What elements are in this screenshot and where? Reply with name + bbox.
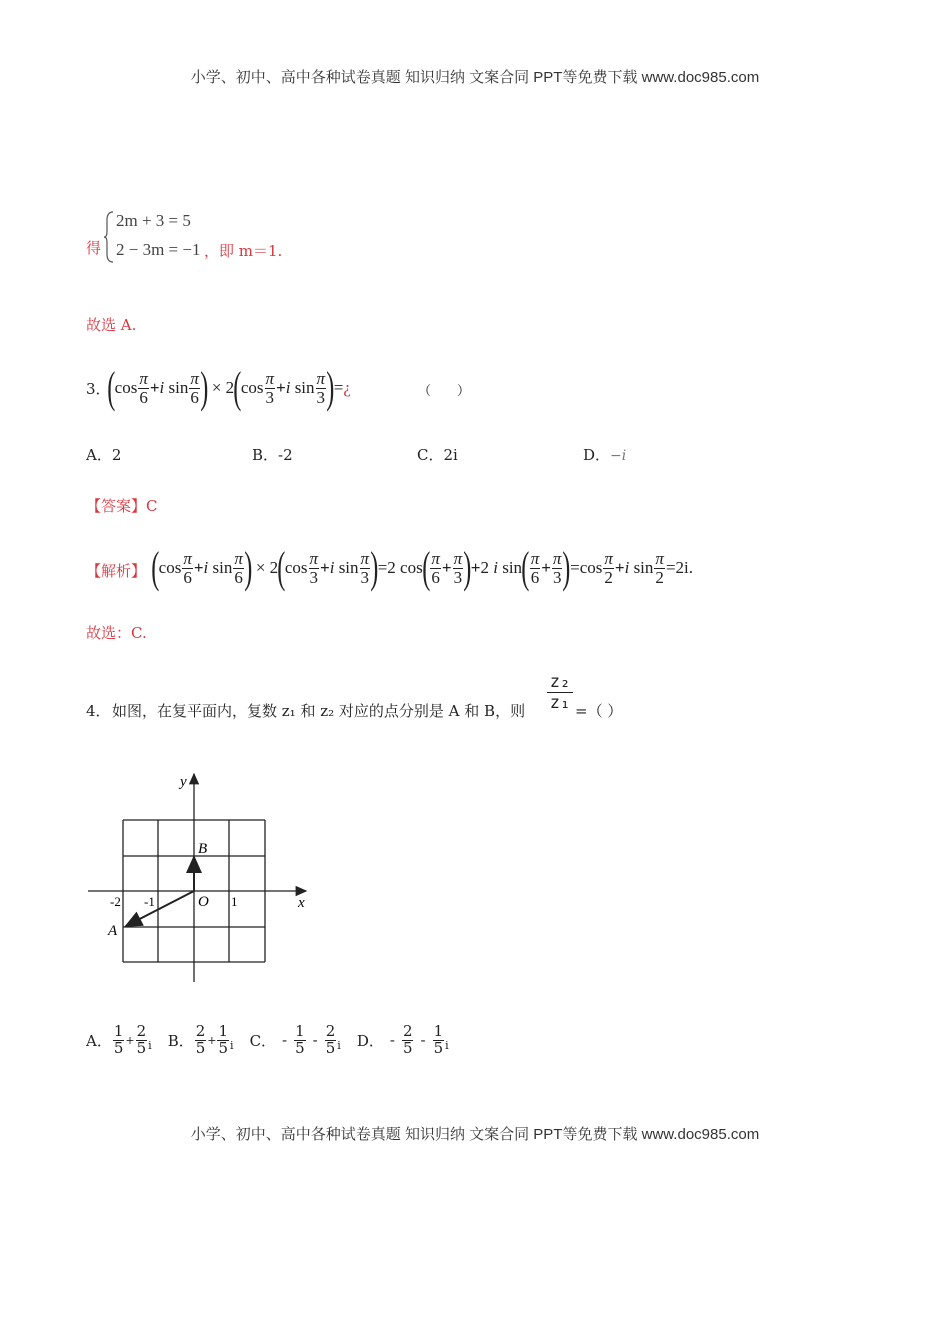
q3-option-d: D．−i	[583, 446, 627, 464]
q4-tail: =（ ）	[575, 702, 623, 720]
q4-stem: 如图，在复平面内，复数 z₁ 和 z₂ 对应的点分别是 A 和 B，则	[112, 702, 526, 720]
q4-fraction: z₂ z₁	[547, 672, 573, 714]
complex-plane-figure	[80, 764, 320, 990]
q3-choose: 故选：C.	[86, 624, 147, 642]
q3-number: 3．	[86, 380, 111, 398]
point-a-label: A	[108, 923, 118, 939]
system-eq2: 2 − 3m = −1	[116, 240, 201, 259]
tick-neg2: -2	[110, 894, 121, 909]
x-label: x	[298, 895, 305, 911]
vector-a	[126, 891, 194, 926]
page-footer: 小学、初中、高中各种试卷真题 知识归纳 文案合同 PPT等免费下载 www.doc985.com	[190, 1126, 760, 1143]
system-eq1: 2m + 3 = 5	[116, 211, 191, 230]
q4-number: 4．	[86, 702, 111, 720]
q3-option-c: C．2i	[417, 446, 458, 464]
page-header: 小学、初中、高中各种试卷真题 知识归纳 文案合同 PPT等免费下载 www.doc985.com	[190, 69, 760, 86]
prev-choose: 故选 A.	[86, 316, 137, 334]
origin-label: O	[198, 894, 209, 910]
q3-option-b: B．-2	[252, 446, 293, 464]
q4-option-a: A． $\frac{1}{5}$ + $\frac{2}{5}$ i	[86, 1022, 152, 1057]
q4-option-c: C． - $\frac{1}{5}$ - $\frac{2}{5}$ i	[249, 1022, 341, 1057]
y-label: y	[180, 774, 187, 790]
q4-option-b: B． $\frac{2}{5}$ + $\frac{1}{5}$ i	[167, 1022, 234, 1057]
tick-neg1: -1	[144, 894, 155, 909]
q3-tail: （ ）	[418, 384, 471, 399]
q3-expression: ( cos $\frac{\pi}{6}$ + i sin $\frac{\pi}{6}$ ) × 2 ( cos $\frac{\pi}{3}$ + i sin $\frac{\pi}{3}$ ) = ¿	[107, 363, 351, 412]
q4-option-d: D． - $\frac{2}{5}$ - $\frac{1}{5}$ i	[356, 1022, 449, 1057]
point-b-label: B	[198, 841, 208, 857]
de-label: 得	[86, 239, 102, 257]
system-brace	[103, 210, 115, 264]
q3-analysis-result: 2i	[675, 558, 689, 577]
q3-analysis-expression: ( cos $\frac{\pi}{6}$ + i sin $\frac{\pi}{6}$ ) × 2 ( cos $\frac{\pi}{3}$ + i sin $\frac{\pi}{3}$ ) =2 cos ( $\frac{\pi}{6}$ + $\frac{\pi}{3}$ ) + 2 i sin ( $\frac{\pi}{6}$ + $\frac{\pi}{3}$ ) =cos $\frac{\pi}{2}$ + i sin $\frac{\pi}{2}$ = 2i .	[151, 543, 694, 592]
q3-answer: 【答案】C	[86, 497, 158, 515]
q3-result-glyph: ¿	[343, 378, 351, 397]
q3-analysis-tag: 【解析】	[86, 562, 147, 580]
tick-1: 1	[231, 894, 238, 909]
q3-option-a: A．2	[86, 446, 122, 464]
m-conclusion: ，即 m＝1.	[204, 242, 283, 260]
q4-options	[86, 1024, 449, 1057]
